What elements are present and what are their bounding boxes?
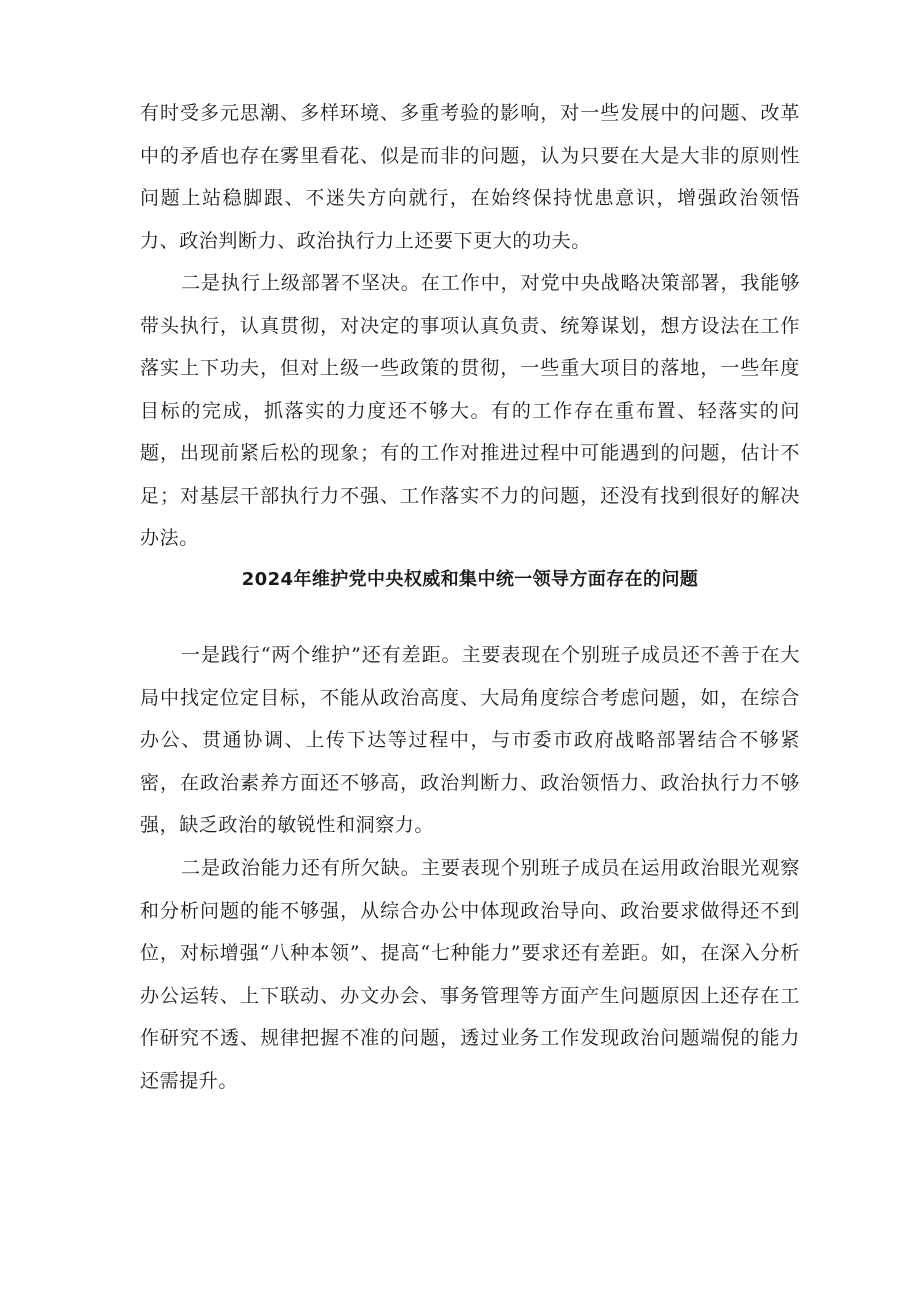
paragraph-execution-issue: 二是执行上级部署不坚决。在工作中，对党中央战略决策部署，我能够带头执行，认真贯彻，对决定的事项认真负责、统筹谋划，想方设法在工作落实上下功夫，但对上级一些政策的贯彻，一些重大项目的落地，一些年度目标的完成，抓落实的力度还不够大。有的工作存在重布置、轻落实的问题，出现前紧后松的现象；有的工作对推进过程中可能遇到的问题，估计不足；对基层干部执行力不强、工作落实不力的问题，还没有找到很好的解决办法。	[140, 272, 800, 549]
section-heading: 2024年维护党中央权威和集中统一领导方面存在的问题	[241, 569, 699, 590]
paragraph-political-ability: 二是政治能力还有所欠缺。主要表现个别班子成员在运用政治眼光观察和分析问题的能不够强，从综合办公中体现政治导向、政治要求做得还不到位，对标增强“八种本领”、提高“七种能力”要求还有差距。如，在深入分析办公运转、上下联动、办文办会、事务管理等方面产生问题原因上还存在工作研究不透、规律把握不准的问题，透过业务工作发现政治问题端倪的能力还需提升。	[140, 857, 800, 1092]
paragraph-continuation: 有时受多元思潮、多样环境、多重考验的影响，对一些发展中的问题、改革中的矛盾也存在雾里看花、似是而非的问题，认为只要在大是大非的原则性问题上站稳脚跟、不迷失方向就行，在始终保持忧患意识，增强政治领悟力、政治判断力、政治执行力上还要下更大的功夫。	[140, 102, 800, 252]
paragraph-two-safeguards: 一是践行“两个维护”还有差距。主要表现在个别班子成员还不善于在大局中找定位定目标，不能从政治高度、大局角度综合考虑问题，如，在综合办公、贯通协调、上传下达等过程中，与市委市政府战略部署结合不够紧密，在政治素养方面还不够高，政治判断力、政治领悟力、政治执行力不够强，缺乏政治的敏锐性和洞察力。	[140, 644, 800, 836]
